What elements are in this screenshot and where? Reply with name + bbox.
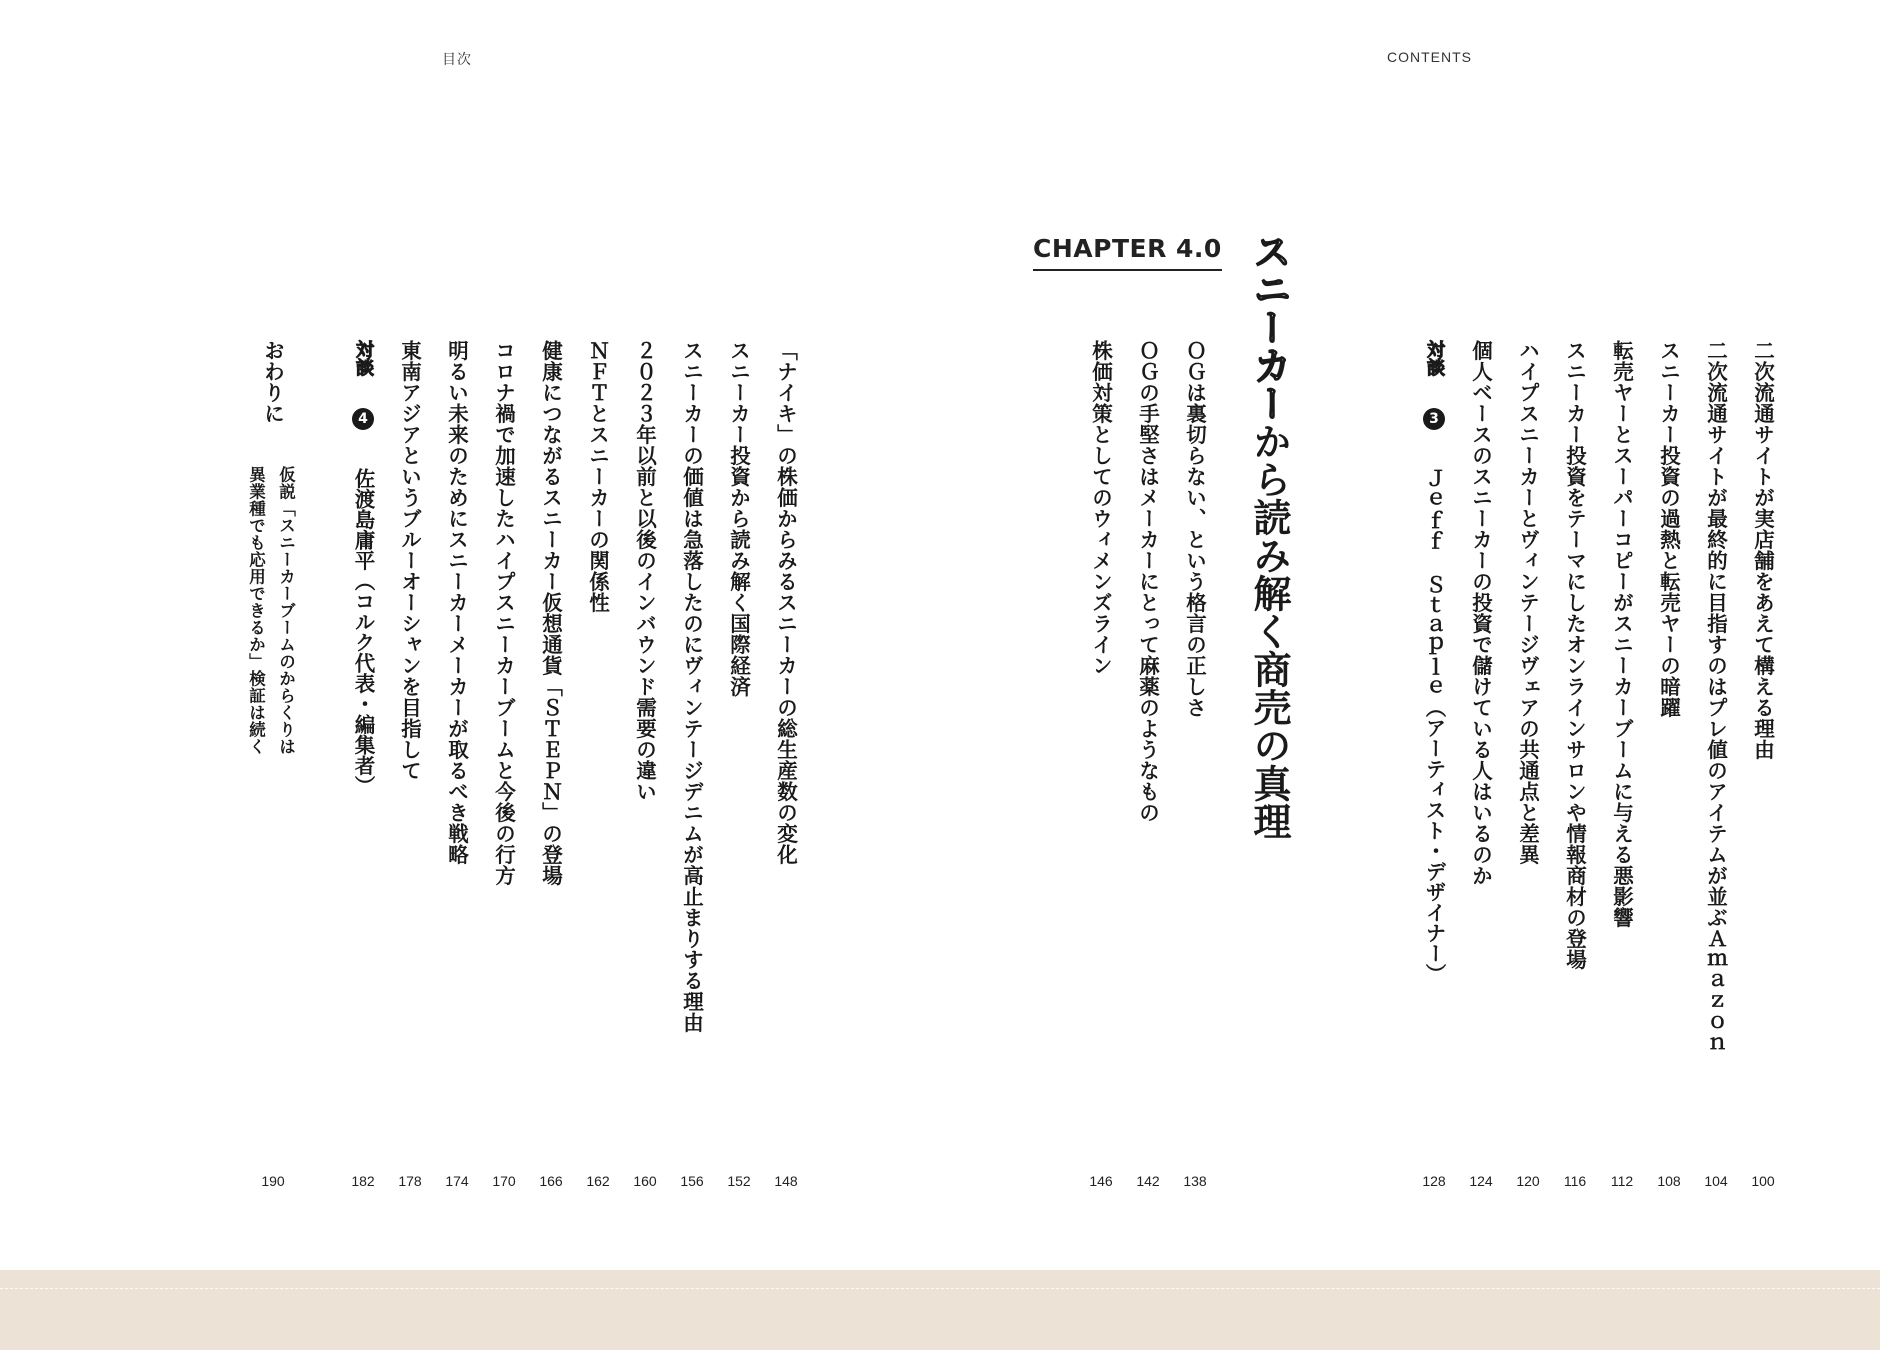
page-number: 148: [774, 1173, 798, 1189]
page-number: 178: [398, 1173, 422, 1189]
footer-dash-line: [0, 1288, 1880, 1289]
page-number: 162: [586, 1173, 610, 1189]
toc-entry-174[interactable]: 明るい未来のためにスニーカーメーカーが取るべき戦略: [444, 340, 469, 865]
page-number: 124: [1469, 1173, 1493, 1189]
toc-entry-162[interactable]: ＮＦＴとスニーカーの関係性: [585, 340, 610, 613]
toc-entry-142[interactable]: ＯＧの手堅さはメーカーにとって麻薬のようなもの: [1135, 340, 1160, 823]
page-number: 100: [1751, 1173, 1775, 1189]
toc-entry-120[interactable]: ハイプスニーカーとヴィンテージヴェアの共通点と差異: [1515, 340, 1540, 865]
taidan-label: 対談: [353, 340, 374, 376]
page-number: 104: [1704, 1173, 1728, 1189]
toc-entry-108[interactable]: スニーカー投資の過熱と転売ヤーの暗躍: [1656, 340, 1681, 718]
toc-entry-taidan-4[interactable]: [352, 340, 374, 796]
chapter-label: CHAPTER 4.0: [1033, 234, 1222, 271]
toc-entry-100[interactable]: 二次流通サイトが実店舗をあえて構える理由: [1750, 340, 1775, 760]
toc-entry-178[interactable]: 東南アジアというブルーオーシャンを目指して: [397, 340, 422, 781]
page-number: 166: [539, 1173, 563, 1189]
toc-entry-146[interactable]: 株価対策としてのウィメンズライン: [1088, 340, 1113, 676]
taidan-number-badge: 4: [352, 408, 374, 430]
page-number: 146: [1089, 1173, 1113, 1189]
toc-entry-160[interactable]: ２０２３年以前と以後のインバウンド需要の違い: [632, 340, 657, 802]
chapter-title-rest: から読み解く商売の真理: [1247, 422, 1291, 840]
page-number: 142: [1136, 1173, 1160, 1189]
page-number: 120: [1516, 1173, 1540, 1189]
toc-entry-124[interactable]: 個人ベースのスニーカーの投資で儲けている人はいるのか: [1468, 340, 1493, 886]
toc-entry-148[interactable]: 「ナイキ」の株価からみるスニーカーの総生産数の変化: [773, 340, 798, 865]
toc-entry-166[interactable]: 健康につながるスニーカー仮想通貨「ＳＴＥＰＮ」の登場: [538, 340, 563, 886]
header-mokuji: 目次: [442, 51, 472, 67]
page-number: 138: [1183, 1173, 1207, 1189]
toc-entry-owari[interactable]: おわりに: [260, 340, 285, 424]
taidan-number-badge: 3: [1423, 408, 1445, 430]
page-number: 156: [680, 1173, 704, 1189]
toc-entry-116[interactable]: スニーカー投資をテーマにしたオンラインサロンや情報商材の登場: [1562, 340, 1587, 970]
toc-entry-170[interactable]: コロナ禍で加速したハイプスニーカーブームと今後の行方: [491, 340, 516, 886]
page-number: 116: [1563, 1173, 1587, 1189]
toc-entry-156[interactable]: スニーカーの価値は急落したのにヴィンテージデニムが高止まりする理由: [679, 340, 704, 1033]
taidan-guest: 佐渡島庸平（コルク代表・編集者）: [351, 468, 375, 796]
page-number: 182: [351, 1173, 375, 1189]
toc-entry-taidan-3[interactable]: [1423, 340, 1445, 984]
toc-entry-152[interactable]: スニーカー投資から読み解く国際経済: [726, 340, 751, 697]
chapter-title-outline: スニーカー: [1247, 232, 1291, 422]
toc-entry-138[interactable]: ＯＧは裏切らない、という格言の正しさ: [1182, 340, 1207, 718]
header-contents: CONTENTS: [1387, 49, 1472, 65]
toc-entry-112[interactable]: 転売ヤーとスーパーコピーがスニーカーブームに与える悪影響: [1609, 340, 1634, 928]
page-number: 190: [261, 1173, 285, 1189]
page-number: 108: [1657, 1173, 1681, 1189]
page-number: 174: [445, 1173, 469, 1189]
taidan-guest: Ｊｅｆｆ Ｓｔａｐｌｅ（アーティスト・デザイナー）: [1422, 468, 1446, 984]
footer-band: [0, 1270, 1880, 1350]
page-number: 160: [633, 1173, 657, 1189]
chapter-title: [1247, 232, 1291, 840]
owari-subtitle-1: 仮説「スニーカーブームのからくりは: [276, 466, 296, 755]
page-number: 128: [1422, 1173, 1446, 1189]
page-number: 170: [492, 1173, 516, 1189]
page-number: 152: [727, 1173, 751, 1189]
owari-subtitle-2: 異業種でも応用できるか」検証は続く: [246, 466, 266, 755]
toc-entry-104[interactable]: 二次流通サイトが最終的に目指すのはプレ値のアイテムが並ぶＡｍａｚｏｎ: [1703, 340, 1728, 1054]
page-number: 112: [1610, 1173, 1634, 1189]
taidan-label: 対談: [1424, 340, 1445, 376]
